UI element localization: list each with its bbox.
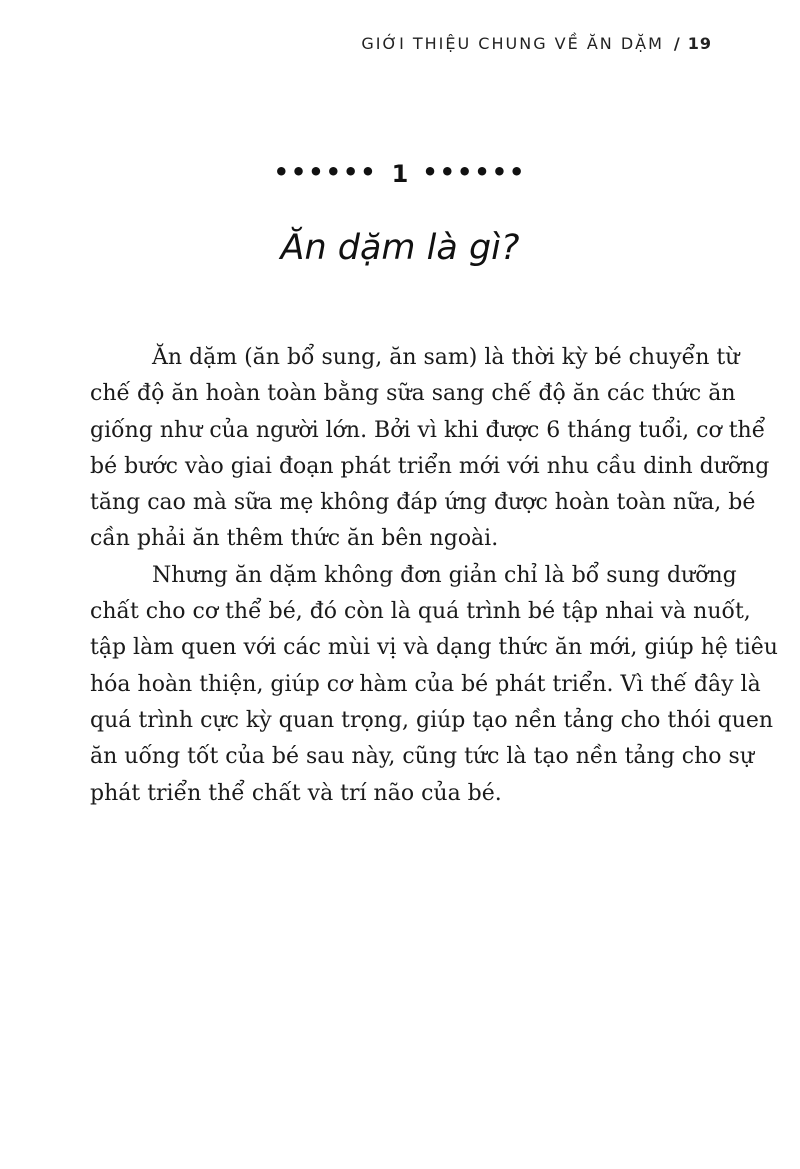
running-header xyxy=(361,34,712,53)
text-line: cần phải ăn thêm thức ăn bên ngoài. xyxy=(90,526,499,552)
body-text xyxy=(90,340,778,812)
chapter-title: Ăn dặm là gì? xyxy=(280,228,520,268)
chapter-number: 1 xyxy=(391,160,409,188)
running-title: GIỚI THIỆU CHUNG VỀ ĂN DẶM xyxy=(361,34,664,53)
text-line: chất cho cơ thể bé, đó còn là quá trình bé tập nhai và nuốt, xyxy=(90,599,751,625)
text-line: quá trình cực kỳ quan trọng, giúp tạo nền tảng cho thói quen xyxy=(90,707,774,733)
text-line: Ăn dặm (ăn bổ sung, ăn sam) là thời kỳ bé chuyển từ xyxy=(152,345,740,370)
chapter-marker xyxy=(0,160,800,188)
text-line: chế độ ăn hoàn toàn bằng sữa sang chế độ ăn các thức ăn xyxy=(90,381,736,407)
text-line: hóa hoàn thiện, giúp cơ hàm của bé phát triển. Vì thế đây là xyxy=(90,671,761,697)
text-line: bé bước vào giai đoạn phát triển mới với nhu cầu dinh dưỡng xyxy=(90,453,770,479)
paragraph-2 xyxy=(90,558,778,812)
chapter-dots-right: •••••• xyxy=(422,158,527,186)
page-number: 19 xyxy=(687,34,712,53)
text-line: tăng cao mà sữa mẹ không đáp ứng được hoàn toàn nữa, bé xyxy=(90,490,756,516)
chapter-dots-left: •••••• xyxy=(273,158,378,186)
header-separator: / xyxy=(673,34,682,53)
text-line: Nhưng ăn dặm không đơn giản chỉ là bổ sung dưỡng xyxy=(152,562,737,588)
paragraph-1 xyxy=(90,340,770,558)
text-line: phát triển thể chất và trí não của bé. xyxy=(90,780,502,806)
text-line: giống như của người lớn. Bởi vì khi được 6 tháng tuổi, cơ thể xyxy=(90,417,766,443)
text-line: tập làm quen với các mùi vị và dạng thức ăn mới, giúp hệ tiêu xyxy=(90,635,778,661)
text-line: ăn uống tốt của bé sau này, cũng tức là tạo nền tảng cho sự xyxy=(90,744,754,770)
